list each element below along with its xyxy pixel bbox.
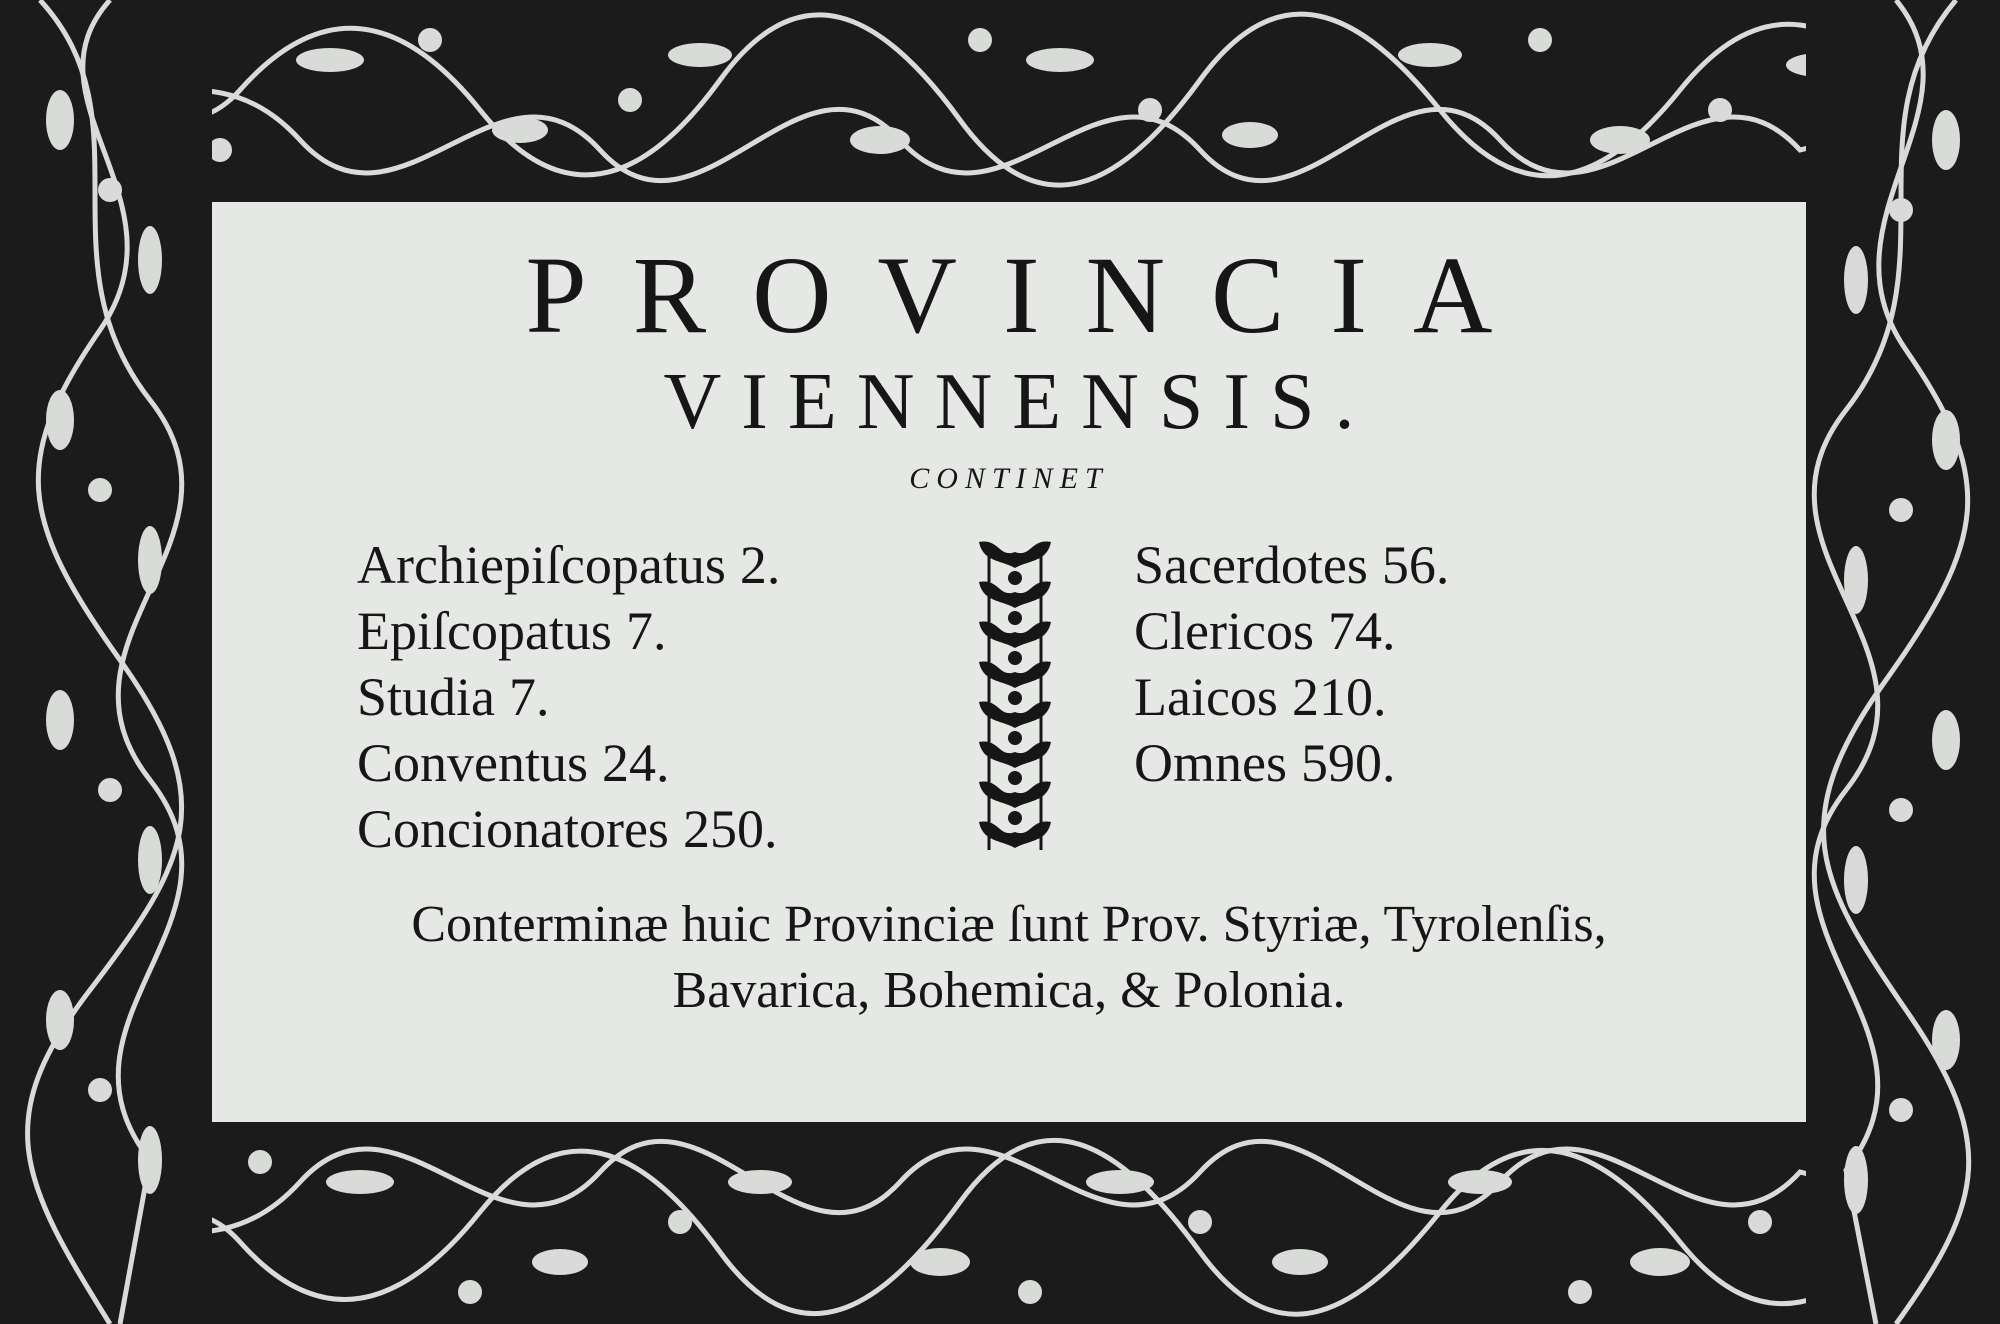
footer-line-2: Bavarica, Bohemica, & Polonia. xyxy=(672,962,1346,1019)
item-label: Sacerdotes xyxy=(1134,535,1368,595)
item-value: 590. xyxy=(1300,733,1396,793)
list-item xyxy=(1134,532,1449,598)
item-label: Archiepiſcopatus xyxy=(357,535,726,595)
list-item xyxy=(357,730,780,796)
ornamental-divider xyxy=(969,538,1061,860)
text-panel xyxy=(212,202,1806,1122)
continet-heading: CONTINET xyxy=(909,462,1109,495)
item-label: Omnes xyxy=(1134,733,1287,793)
ornamental-border-right xyxy=(1806,0,2000,1324)
list-item xyxy=(1134,664,1449,730)
fleuron-column-icon xyxy=(969,538,1061,860)
item-value: 250. xyxy=(682,799,778,859)
footer-line-1: Conterminæ huic Provinciæ ſunt Prov. Styriæ, Tyrolenſis, xyxy=(411,896,1607,953)
item-label: Epiſcopatus xyxy=(357,601,612,661)
item-value: 7. xyxy=(625,601,667,661)
ornamental-border-bottom xyxy=(0,1122,2000,1324)
list-item xyxy=(357,532,780,598)
item-label: Conventus xyxy=(357,733,589,793)
item-label: Concionatores xyxy=(357,799,669,859)
list-item xyxy=(1134,730,1449,796)
floral-ornament-left xyxy=(0,0,212,1324)
item-value: 2. xyxy=(739,535,781,595)
item-value: 7. xyxy=(509,667,550,727)
list-item xyxy=(357,598,780,664)
page-subtitle: VIENNENSIS. xyxy=(663,358,1375,446)
list-item xyxy=(357,796,780,862)
floral-ornament-right xyxy=(1806,0,2000,1324)
item-value: 56. xyxy=(1381,535,1450,595)
ornamental-border-left xyxy=(0,0,212,1324)
floral-ornament-bottom xyxy=(0,1122,2000,1324)
list-item xyxy=(357,664,780,730)
right-list xyxy=(1134,532,1449,796)
page-title: PROVINCIA xyxy=(525,234,1539,356)
list-item xyxy=(1134,598,1449,664)
item-label: Laicos xyxy=(1134,667,1278,727)
item-label: Studia xyxy=(357,667,496,727)
footer-text xyxy=(212,892,1806,1024)
item-value: 24. xyxy=(602,733,670,793)
item-value: 74. xyxy=(1327,601,1396,661)
item-label: Clericos xyxy=(1134,601,1314,661)
floral-ornament-top xyxy=(0,0,2000,202)
left-list xyxy=(357,532,780,862)
ornamental-border-top xyxy=(0,0,2000,202)
item-value: 210. xyxy=(1291,667,1387,727)
